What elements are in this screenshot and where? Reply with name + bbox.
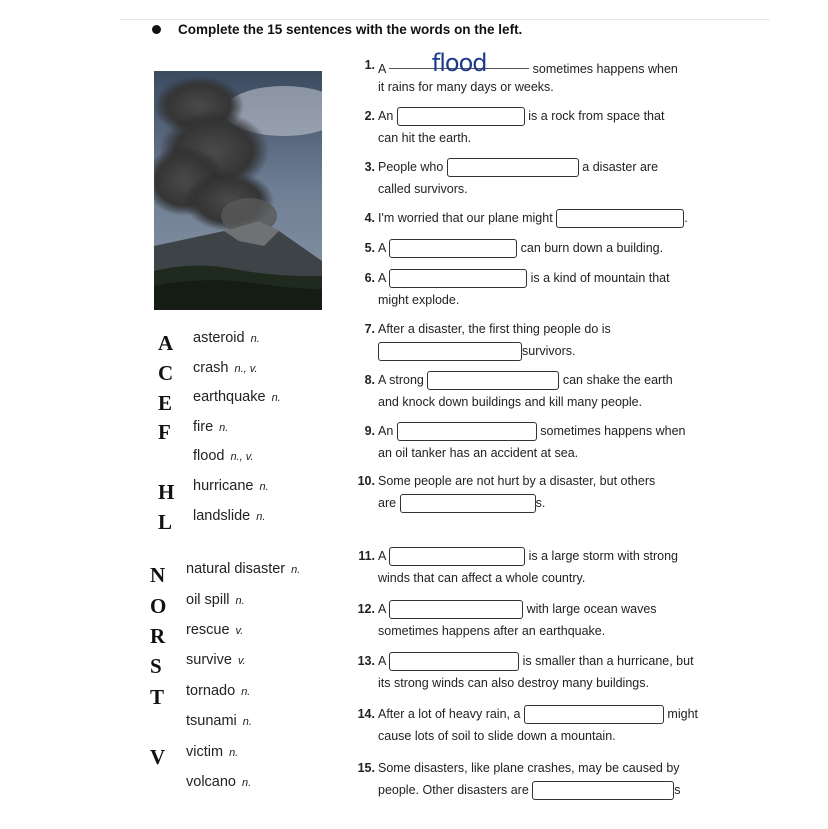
word-item: hurricane n. <box>193 478 269 494</box>
letter-v: V <box>150 745 166 769</box>
letter-a: A <box>158 331 174 355</box>
answer-box-3[interactable] <box>447 158 579 177</box>
word-item: tornado n. <box>186 683 251 699</box>
word-item: fire n. <box>193 419 229 435</box>
word-item: rescue v. <box>186 622 244 638</box>
page-seam <box>150 540 320 546</box>
answer-box-13[interactable] <box>389 652 519 671</box>
answer-1[interactable]: flood <box>389 54 529 69</box>
answer-box-10[interactable] <box>400 494 536 513</box>
answer-box-8[interactable] <box>427 371 559 390</box>
answer-box-12[interactable] <box>389 600 523 619</box>
instruction: Complete the 15 sentences with the words on the left. <box>178 22 523 37</box>
letter-s: S <box>150 654 162 678</box>
answer-box-11[interactable] <box>389 547 525 566</box>
word-item: oil spill n. <box>186 592 245 608</box>
word-item: asteroid n. <box>193 330 260 346</box>
letter-c: C <box>158 361 174 385</box>
answer-box-2[interactable] <box>397 107 525 126</box>
word-item: earthquake n. <box>193 389 281 405</box>
answer-box-6[interactable] <box>389 269 527 288</box>
answer-box-7[interactable] <box>378 342 522 361</box>
letter-n: N <box>150 563 166 587</box>
letter-l: L <box>158 510 173 534</box>
top-divider <box>120 19 770 20</box>
word-item: flood n., v. <box>193 448 254 464</box>
answer-box-5[interactable] <box>389 239 517 258</box>
word-item: tsunami n. <box>186 713 252 729</box>
letter-t: T <box>150 685 165 709</box>
answer-box-4[interactable] <box>556 209 684 228</box>
letter-e: E <box>158 391 173 415</box>
answer-box-14[interactable] <box>524 705 664 724</box>
letter-f: F <box>158 420 171 444</box>
word-item: victim n. <box>186 744 239 760</box>
volcano-photo <box>154 71 322 310</box>
answer-box-15[interactable] <box>532 781 674 800</box>
word-item: crash n., v. <box>193 360 258 376</box>
answer-box-9[interactable] <box>397 422 537 441</box>
letter-r: R <box>150 624 166 648</box>
letter-o: O <box>150 594 167 618</box>
word-item: survive v. <box>186 652 246 668</box>
bullet-icon <box>152 25 161 34</box>
word-item: volcano n. <box>186 774 252 790</box>
word-item: natural disaster n. <box>186 561 301 577</box>
word-item: landslide n. <box>193 508 266 524</box>
letter-h: H <box>158 480 175 504</box>
